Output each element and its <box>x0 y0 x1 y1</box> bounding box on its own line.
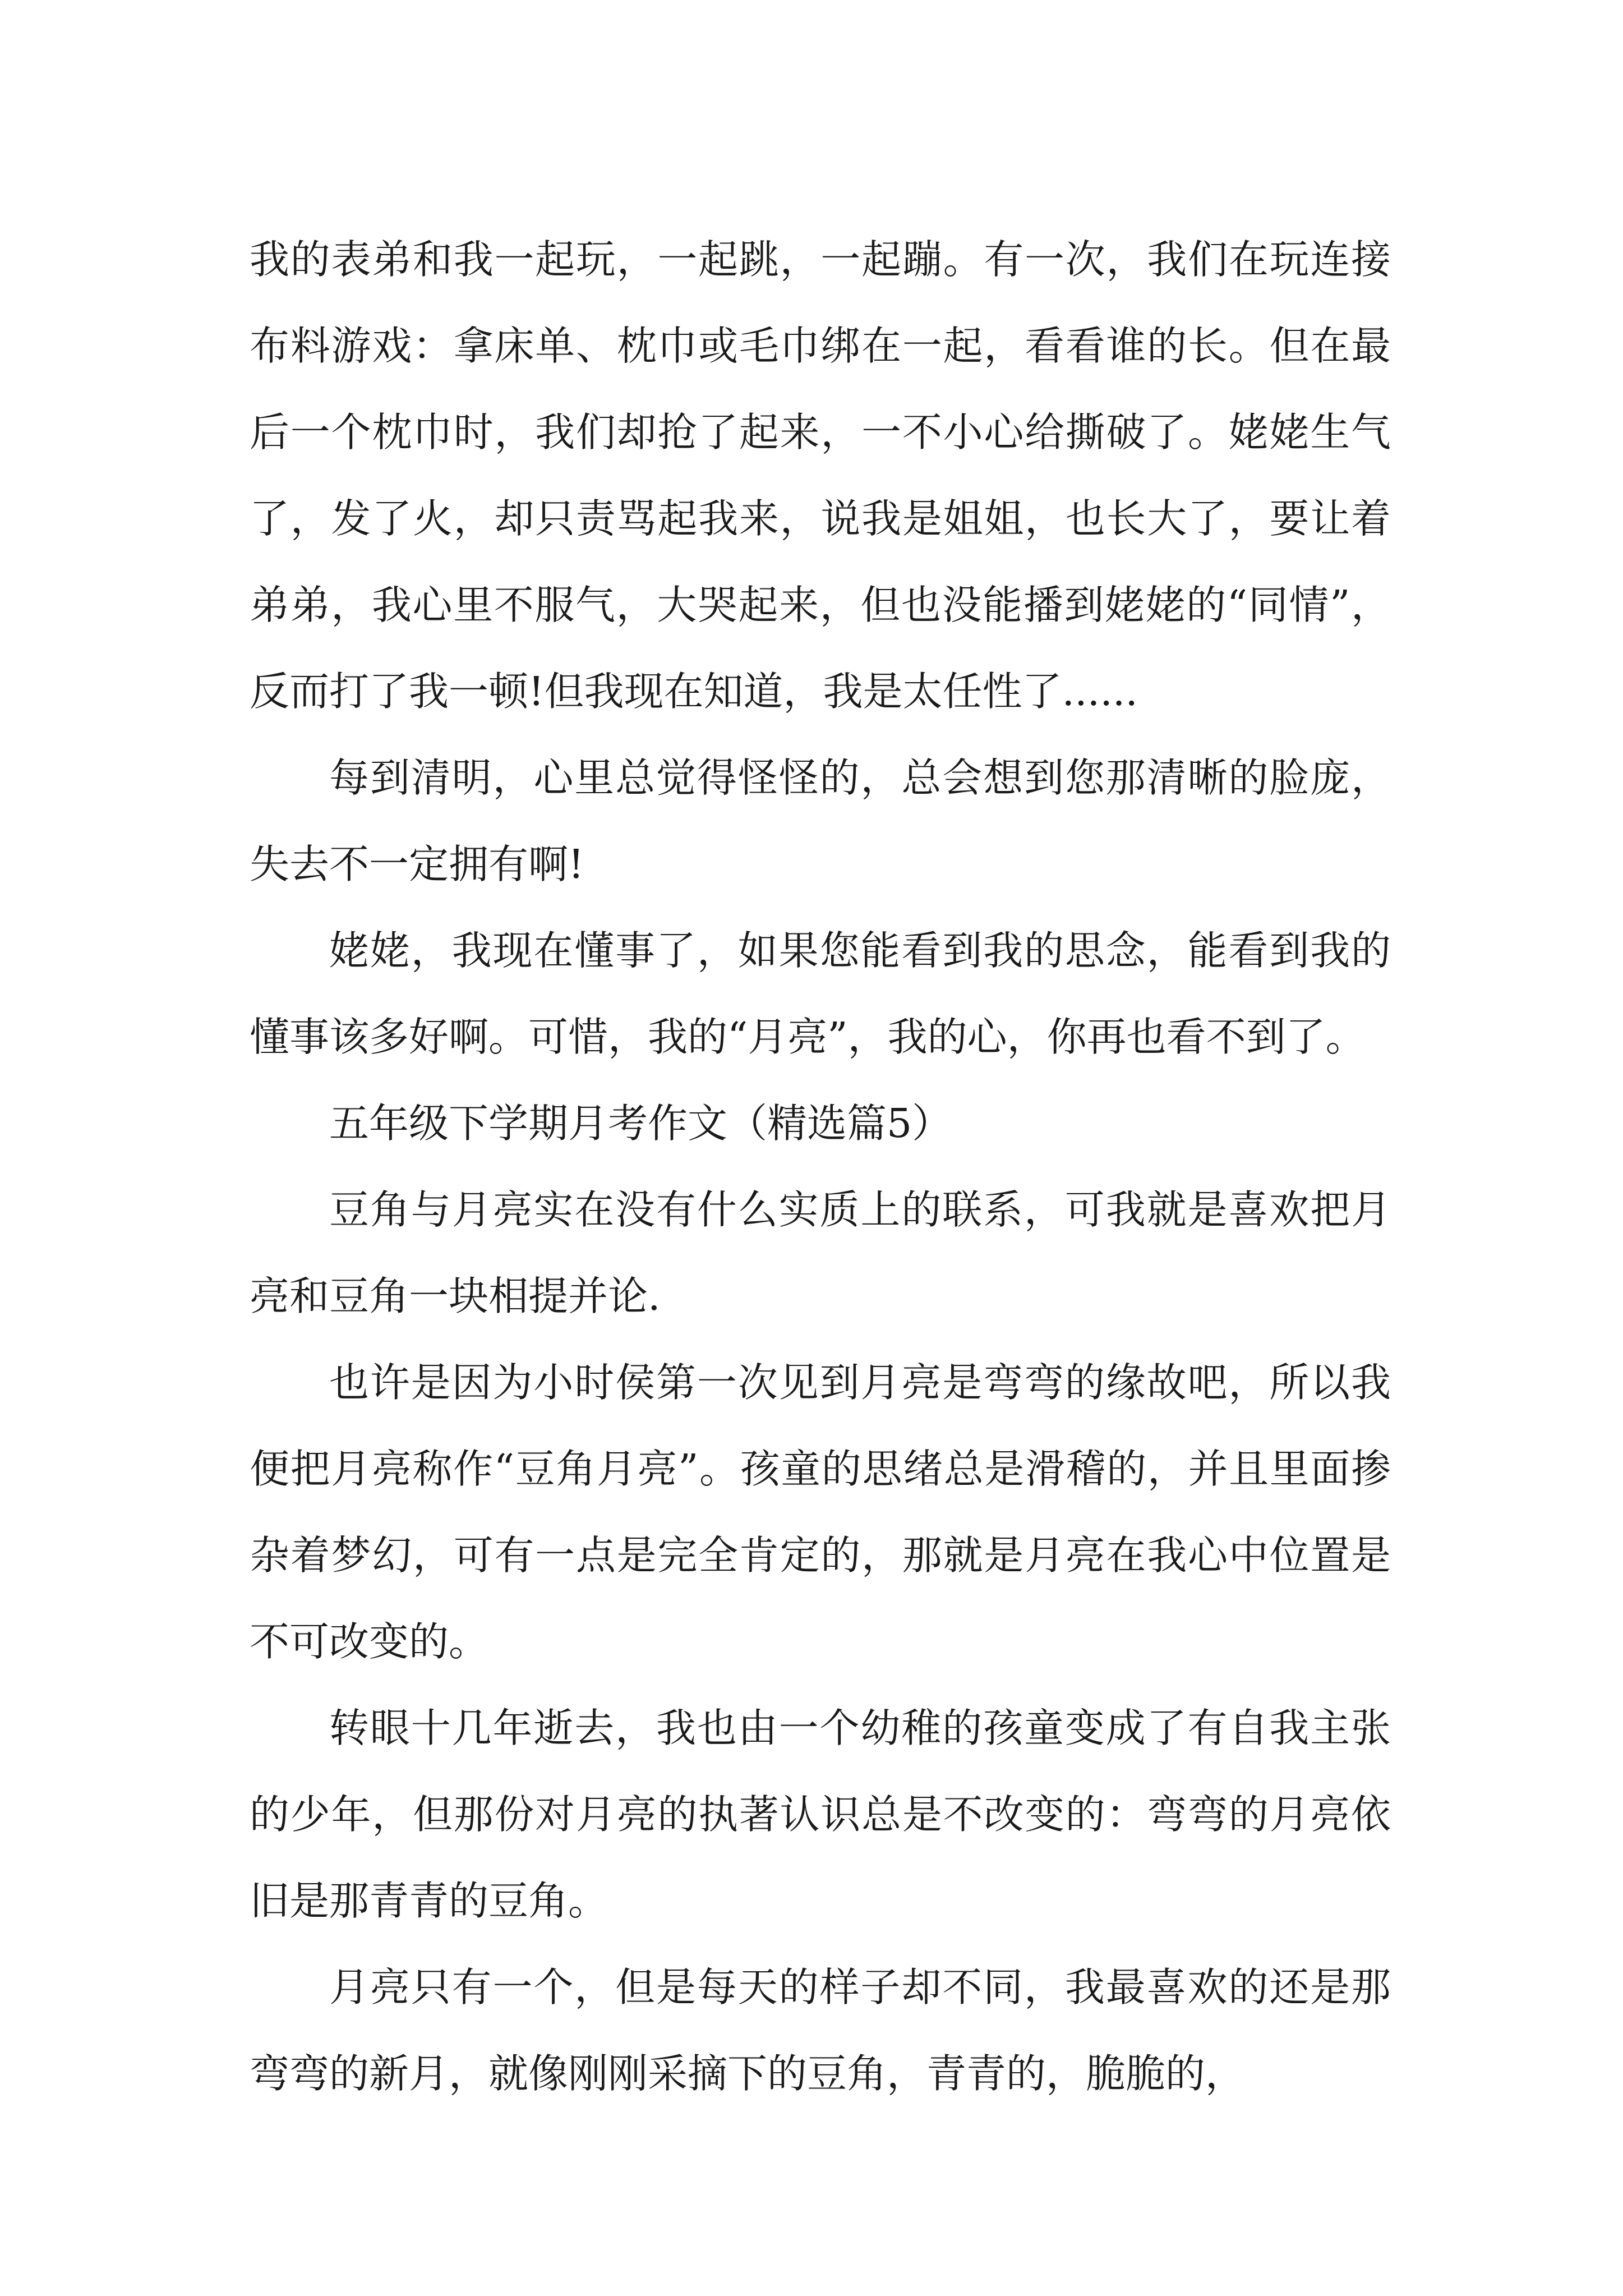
paragraph: 豆角与月亮实在没有什么实质上的联系，可我就是喜欢把月亮和豆角一块相提并论. <box>250 1186 1391 1319</box>
paragraph: 月亮只有一个，但是每天的样子却不同，我最喜欢的还是那弯弯的新月，就像刚刚采摘下的豆角，青青的，脆脆的， <box>250 1964 1391 2097</box>
paragraph: 也许是因为小时侯第一次见到月亮是弯弯的缘故吧，所以我便把月亮称作“豆角月亮”。孩童的思绪总是滑稽的，并且里面掺杂着梦幻，可有一点是完全肯定的，那就是月亮在我心中位置是不可改变的。 <box>250 1359 1391 1665</box>
paragraph-continuation: 我的表弟和我一起玩，一起跳，一起蹦。有一次，我们在玩连接布料游戏：拿床单、枕巾或毛巾绑在一起，看看谁的长。但在最后一个枕巾时，我们却抢了起来，一不小心给撕破了。姥姥生气了，发了火，却只责骂起我来，说我是姐姐，也长大了，要让着弟弟，我心里不服气，大哭起来，但也没能播到姥姥的“同情”，反而打了我一顿!但我现在知道，我是太任性了...... <box>250 236 1391 715</box>
paragraph: 转眼十几年逝去，我也由一个幼稚的孩童变成了有自我主张的少年，但那份对月亮的执著认识总是不改变的：弯弯的月亮依旧是那青青的豆角。 <box>250 1705 1391 1924</box>
paragraph: 每到清明，心里总觉得怪怪的，总会想到您那清晰的脸庞，失去不一定拥有啊! <box>250 754 1391 887</box>
paragraph: 姥姥，我现在懂事了，如果您能看到我的思念，能看到我的懂事该多好啊。可惜，我的“月亮”，我的心，你再也看不到了。 <box>250 927 1391 1060</box>
document-body <box>250 217 1391 2117</box>
section-heading: 五年级下学期月考作文（精选篇5） <box>329 1100 952 1147</box>
